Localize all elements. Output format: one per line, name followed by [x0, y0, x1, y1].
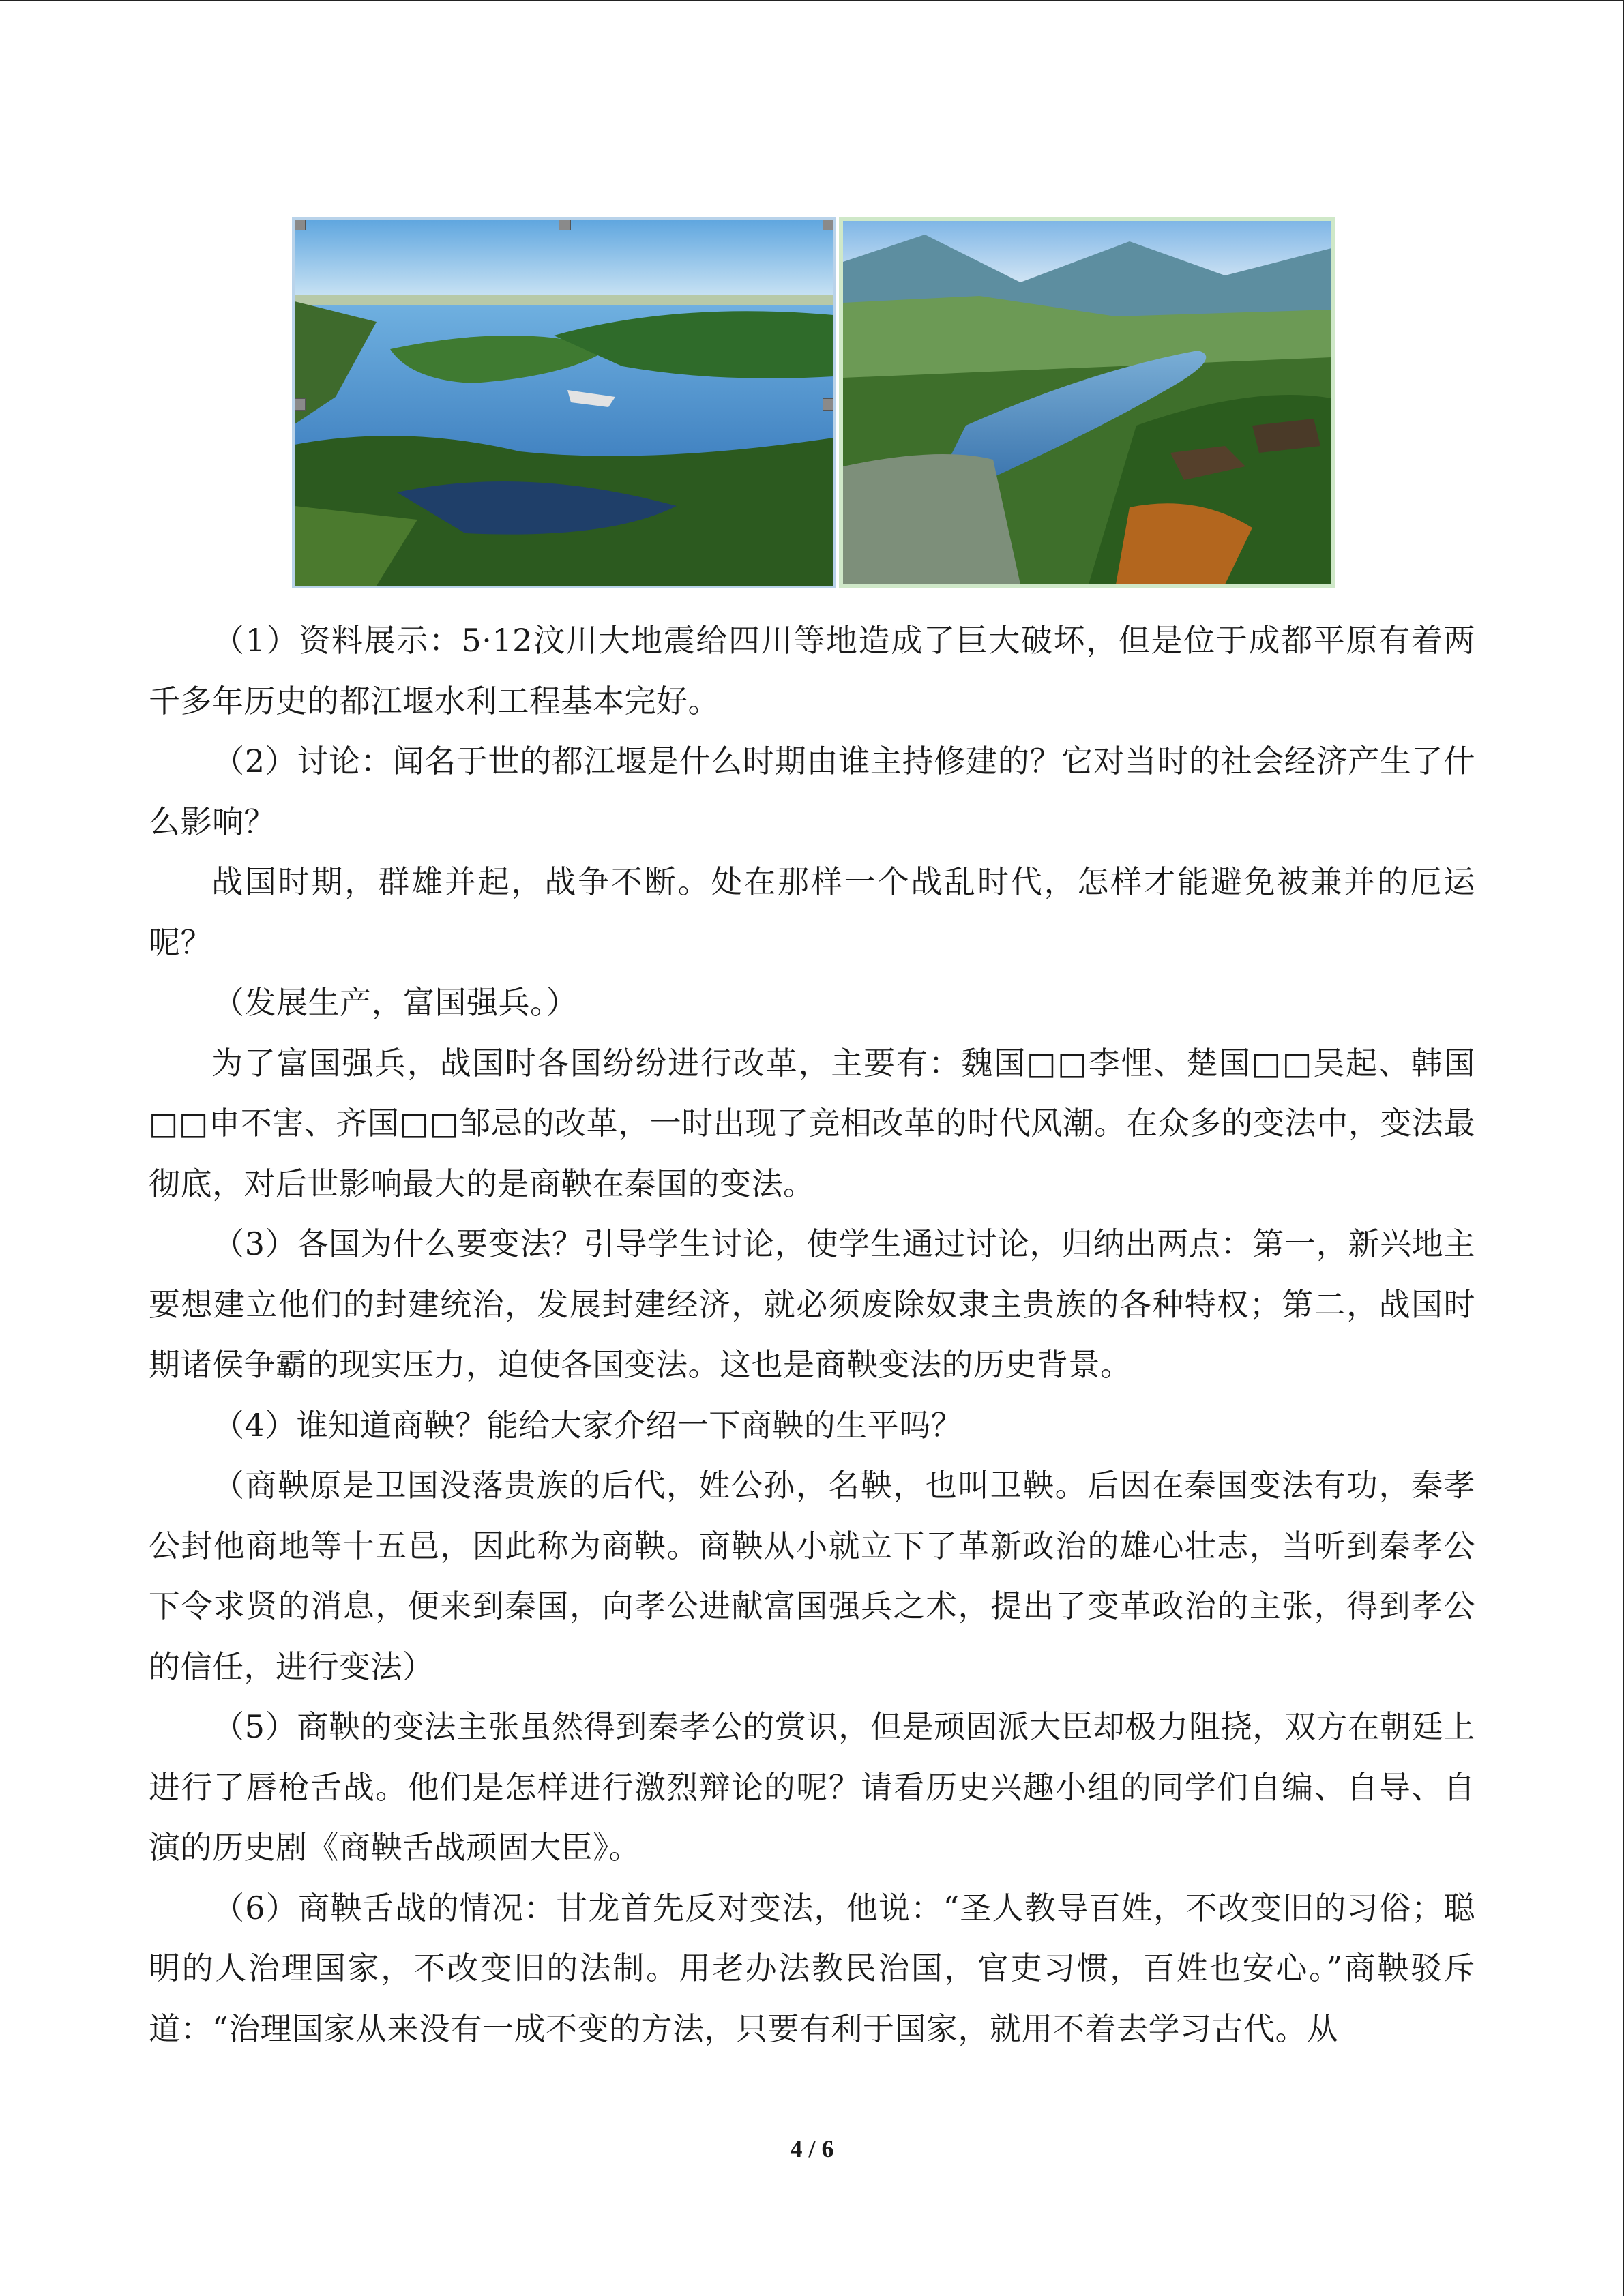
photo-row	[292, 217, 1335, 588]
resize-handle-middle-right[interactable]	[823, 398, 835, 411]
paragraph-1: （1）资料展示：5·12汶川大地震给四川等地造成了巨大破坏，但是位于成都平原有着两千多年历史的都江堰水利工程基本完好。	[149, 622, 1475, 719]
resize-handle-middle-left[interactable]	[293, 398, 306, 411]
paragraph-2: （2）讨论：闻名于世的都江堰是什么时期由谁主持修建的？它对当时的社会经济产生了什么影响？	[149, 743, 1475, 840]
body-text	[149, 610, 1475, 2059]
resize-handle-top-left[interactable]	[293, 218, 306, 230]
paragraph-10: （6）商鞅舌战的情况：甘龙首先反对变法，他说：“圣人教导百姓，不改变旧的习俗；聪明的人治理国家，不改变旧的法制。用老办法教民治国，官吏习惯，百姓也安心。”商鞅驳斥道：“治理国家从来没有一成不变的方法，只要有利于国家，就用不着去学习古代。从	[149, 1889, 1475, 2047]
page-number: 4 / 6	[790, 2135, 834, 2162]
paragraph-5: 为了富国强兵，战国时各国纷纷进行改革，主要有：魏国□□李悝、楚国□□吴起、韩国□□申不害、齐国□□邹忌的改革，一时出现了竞相改革的时代风潮。在众多的变法中，变法最彻底，对后世影响最大的是商鞅在秦国的变法。	[149, 1044, 1475, 1202]
resize-handle-top-right[interactable]	[823, 218, 835, 230]
paragraph-9: （5）商鞅的变法主张虽然得到秦孝公的赏识，但是顽固派大臣却极力阻挠，双方在朝廷上进行了唇枪舌战。他们是怎样进行激烈辩论的呢？请看历史兴趣小组的同学们自编、自导、自演的历史剧《商鞅舌战顽固大臣》。	[149, 1708, 1475, 1866]
dujiangyan-photo-2	[839, 217, 1335, 588]
river-landscape-image-2	[843, 221, 1331, 584]
paragraph-8: （商鞅原是卫国没落贵族的后代，姓公孙，名鞅，也叫卫鞅。后因在秦国变法有功，秦孝公封他商地等十五邑，因此称为商鞅。商鞅从小就立下了革新政治的雄心壮志，当听到秦孝公下令求贤的消息，便来到秦国，向孝公进献富国强兵之术，提出了变革政治的主张，得到孝公的信任，进行变法）	[149, 1467, 1475, 1685]
paragraph-3: 战国时期，群雄并起，战争不断。处在那样一个战乱时代，怎样才能避免被兼并的厄运呢？	[149, 863, 1475, 961]
paragraph-6: （3）各国为什么要变法？引导学生讨论，使学生通过讨论，归纳出两点：第一，新兴地主要想建立他们的封建统治，发展封建经济，就必须废除奴隶主贵族的各种特权；第二，战国时期诸侯争霸的现实压力，迫使各国变法。这也是商鞅变法的历史背景。	[149, 1225, 1475, 1383]
paragraph-7: （4）谁知道商鞅？能给大家介绍一下商鞅的生平吗？	[213, 1406, 963, 1444]
river-landscape-image-1	[295, 220, 833, 586]
dujiangyan-photo-1[interactable]	[292, 217, 836, 588]
resize-handle-top-middle[interactable]	[559, 218, 571, 230]
paragraph-4: （发展生产，富国强兵。）	[213, 984, 578, 1021]
